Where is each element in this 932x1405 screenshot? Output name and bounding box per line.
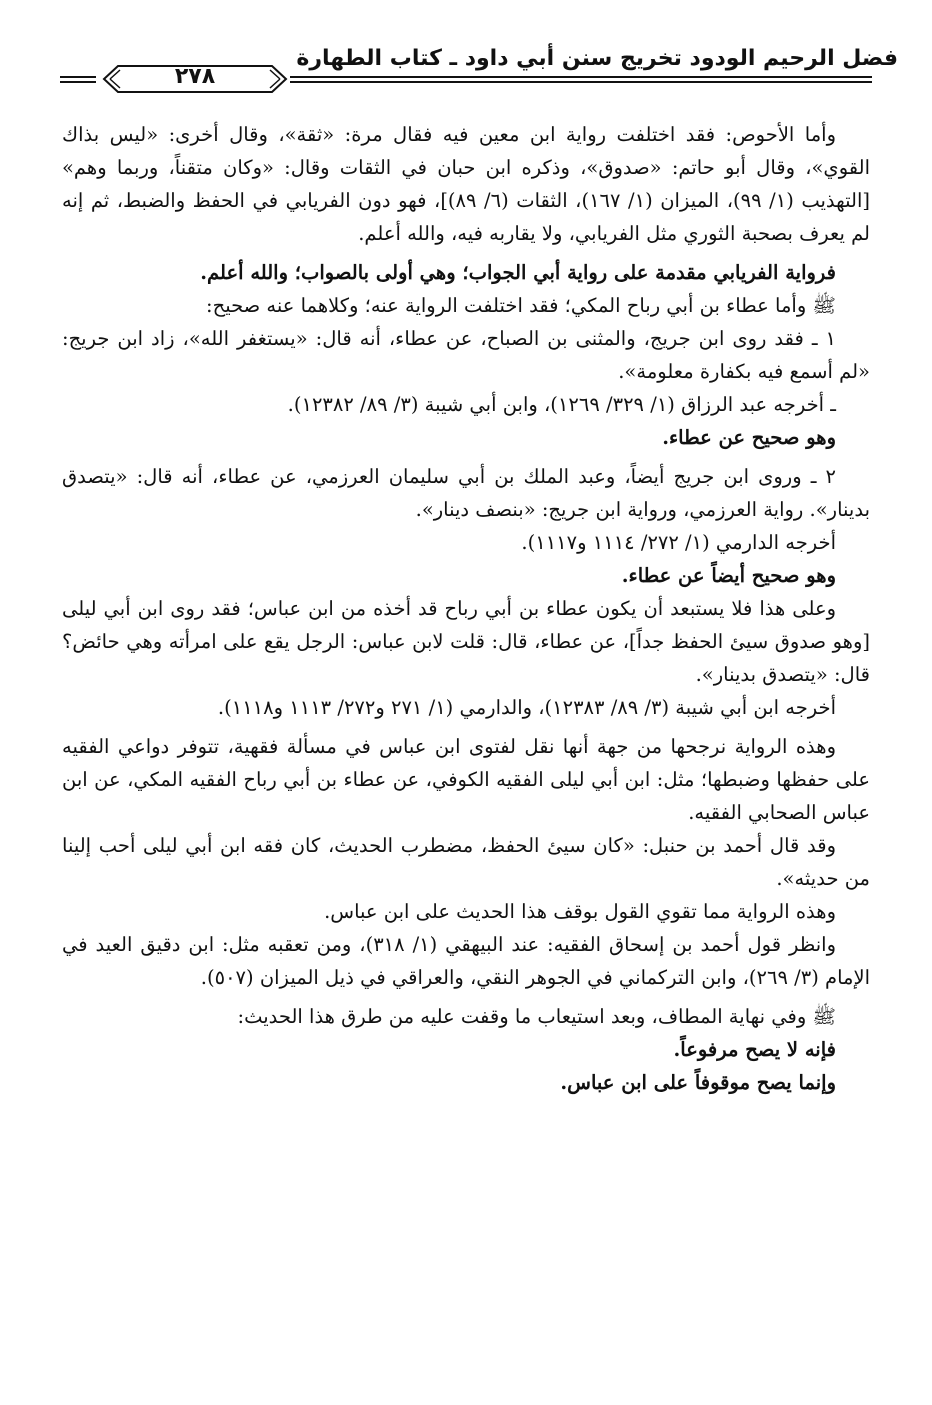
paragraph-takhrij-1: ـ أخرجه عبد الرزاق (١/ ٣٢٩/ ١٢٦٩)، وابن أبي شيبة (٣/ ٨٩/ ١٢٣٨٢). xyxy=(287,393,836,416)
paragraph-mawquf-support: وهذه الرواية مما تقوي القول بوقف هذا الحديث على ابن عباس. xyxy=(324,900,836,923)
paragraph-ibn-abi-layla: وعلى هذا فلا يستبعد أن يكون عطاء بن أبي رباح قد أخذه من ابن عباس؛ فقد روى ابن أبي ليلى [وهو صدوق سيئ الحفظ جداً]، عن عطاء، قال: قلت لابن عباس: الرجل يقع على امرأته وهي حائض؟ قال: «يتصدق بدينار». xyxy=(62,597,870,686)
paragraph-verdict-1: وهو صحيح عن عطاء. xyxy=(662,426,836,449)
paragraph-conclusion-faryabi: فرواية الفريابي مقدمة على رواية أبي الجواب؛ وهي أولى بالصواب؛ والله أعلم. xyxy=(200,261,836,284)
paragraph-takhrij-2: أخرجه الدارمي (١/ ٢٧٢/ ١١١٤ و١١١٧). xyxy=(521,531,836,554)
header-rule-right-2 xyxy=(290,81,872,83)
paragraph-narration-2: ٢ ـ وروى ابن جريج أيضاً، وعبد الملك بن أبي سليمان العرزمي، عن عطاء، أنه قال: «يتصدق بدينار». رواية العرزمي، ورواية ابن جريج: «بنصف دينار». xyxy=(62,465,870,521)
running-header-title: فضل الرحيم الودود تخريج سنن أبي داود ـ كتاب الطهارة xyxy=(296,46,898,71)
paragraph-takhrij-3: أخرجه ابن أبي شيبة (٣/ ٨٩/ ١٢٣٨٣)، والدارمي (١/ ٢٧١ و٢٧٢/ ١١١٣ و١١١٨). xyxy=(217,696,836,719)
paragraph-references: وانظر قول أحمد بن إسحاق الفقيه: عند البيهقي (١/ ٣١٨)، ومن تعقبه مثل: ابن دقيق العيد في الإمام (٣/ ٢٦٩)، وابن التركماني في الجوهر النقي، والعراقي في ذيل الميزان (٥٠٧). xyxy=(62,933,870,989)
paragraph-ahmad-quote: وقد قال أحمد بن حنبل: «كان سيئ الحفظ، مضطرب الحديث، كان فقه ابن أبي ليلى أحب إلينا من حديثه». xyxy=(62,834,870,890)
paragraph-not-marfu: فإنه لا يصح مرفوعاً. xyxy=(673,1038,836,1061)
paragraph-verdict-2: وهو صحيح أيضاً عن عطاء. xyxy=(621,564,836,587)
page-number-frame xyxy=(100,62,290,96)
paragraph-ata-intro: ﷺ وأما عطاء بن أبي رباح المكي؛ فقد اختلفت الرواية عنه؛ وكلاهما عنه صحيح: xyxy=(206,294,836,317)
paragraph-narration-1: ١ ـ فقد روى ابن جريج، والمثنى بن الصباح، عن عطاء، أنه قال: «يستغفر الله»، زاد ابن جريج: «لم أسمع فيه بكفارة معلومة». xyxy=(62,327,870,383)
page-body xyxy=(62,118,870,1099)
paragraph-tarjih: وهذه الرواية نرجحها من جهة أنها نقل لفتوى ابن عباس في مسألة فقهية، تتوفر دواعي الفقيه على حفظها وضبطها؛ مثل: ابن أبي ليلى الفقيه الكوفي، عن عطاء بن أبي رباح الفقيه المكي، عن ابن عباس الصحابي الفقيه. xyxy=(62,735,870,824)
header-rule-left-2 xyxy=(60,81,96,83)
paragraph-al-ahwas: وأما الأحوص: فقد اختلفت رواية ابن معين فيه فقال مرة: «ثقة»، وقال أخرى: «ليس بذاك القوي»، وقال أبو حاتم: «صدوق»، وذكره ابن حبان في الثقات وقال: «وكان متقناً، وربما وهم» [التهذيب (١/ ٩٩)، الميزان (١/ ١٦٧)، الثقات (٦/ ٨٩)]، فهو دون الفريابي في الحفظ والضبط، ثم إنه لم يعرف بصحبة الثوري مثل الفريابي، ولا يقاربه فيه، والله أعلم. xyxy=(62,123,870,245)
header-rule-right xyxy=(290,76,872,78)
paragraph-mawquf-correct: وإنما يصح موقوفاً على ابن عباس. xyxy=(560,1071,836,1094)
page-number: ٢٧٨ xyxy=(174,64,216,89)
header-rule-left xyxy=(60,76,96,78)
paragraph-final-summary: ﷺ وفي نهاية المطاف، وبعد استيعاب ما وقفت عليه من طرق هذا الحديث: xyxy=(237,1005,836,1028)
